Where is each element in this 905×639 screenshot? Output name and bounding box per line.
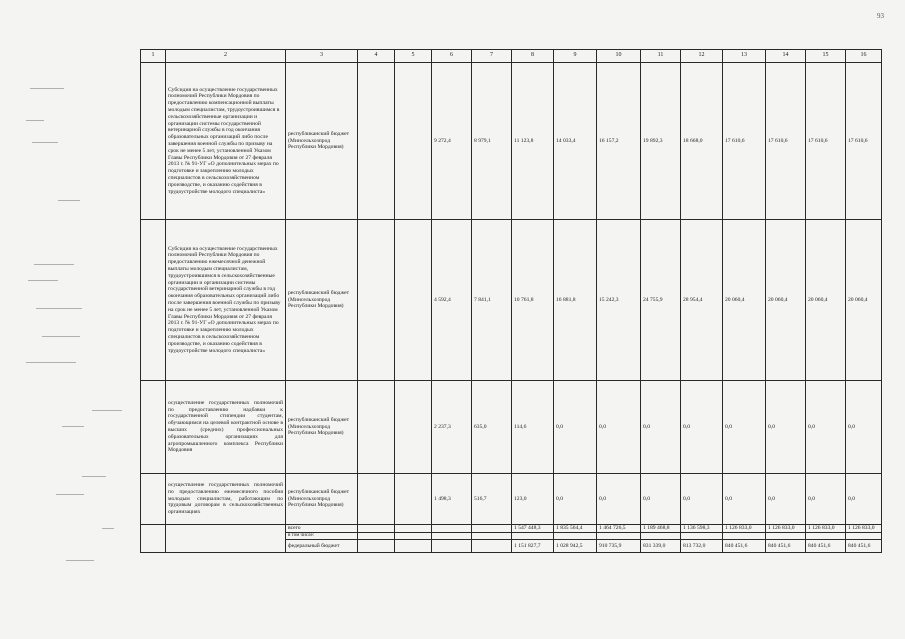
total-value: 1 464 726,5	[597, 525, 641, 533]
value-cell: 0,0	[641, 474, 681, 525]
row-description: осуществление государственных полномочий по предоставлению надбавки к государственной стипендии студентам, обучающимся на целевой контрактной основе в высших (средних) профессиональных образовательных организациях для агропромышленного комплекса Республики Мордовия	[166, 381, 286, 474]
value-cell: 16 881,8	[554, 220, 597, 381]
value-cell: 114,6	[512, 381, 554, 474]
value-cell: 8 979,1	[472, 63, 512, 220]
value-cell: 0,0	[597, 381, 641, 474]
federal-value: 1 028 942,5	[554, 540, 597, 553]
value-cell: 10 761,8	[512, 220, 554, 381]
row-description: Субсидия на осуществление государственных полномочий Республики Мордовия по предоставлению компенсационной выплаты молодым специалистам, трудоустроившимся в сельскохозяйственные организации и организации системы государственной ветеринарной службы в год окончания образовательных организаций либо после завершения военной службы по призыву на срок не менее 5 лет, установленной Указом Главы Республики Мордовия от 27 февраля 2013 г. № 91-УГ «О дополнительных мерах по подготовке и закреплению молодых специалистов в сельскохозяйственном производстве, и оказанию содействия в трудоустройстве молодого специалиста»	[166, 63, 286, 220]
column-header: 6	[432, 50, 472, 63]
funding-source: республиканский бюджет (Минсельхозпрод Республики Мордовия)	[286, 474, 358, 525]
value-cell: 0,0	[846, 381, 882, 474]
row-description: Субсидия на осуществление государственных полномочий Республики Мордовия по предоставлению ежемесячной денежной выплаты молодым специалистам, трудоустроившимся в сельскохозяйственные организации и организации системы государственной ветеринарной службы в год окончания образовательных организаций либо после завершения военной службы по призыву на срок не менее 5 лет, установленной Указом Главы Республики Мордовия от 27 февраля 2013 г. № 91-УГ «О дополнительных мерах по подготовке и закреплению молодых специалистов в сельскохозяйственном производстве, и оказанию содействия в трудоустройстве молодого специалиста»	[166, 220, 286, 381]
table-row	[141, 220, 882, 381]
value-cell: 2 237,3	[432, 381, 472, 474]
value-cell: 0,0	[723, 474, 766, 525]
column-header: 2	[166, 50, 286, 63]
value-cell: 0,0	[597, 474, 641, 525]
value-cell: 7 841,1	[472, 220, 512, 381]
value-cell: 20 060,4	[846, 220, 882, 381]
value-cell: 0,0	[846, 474, 882, 525]
value-cell: 0,0	[554, 474, 597, 525]
totals-row	[141, 525, 882, 533]
value-cell: 15 242,3	[597, 220, 641, 381]
value-cell: 17 610,6	[766, 63, 806, 220]
value-cell: 20 060,4	[806, 220, 846, 381]
including-label: в том числе:	[286, 533, 358, 540]
column-number-row	[141, 50, 882, 63]
column-header: 9	[554, 50, 597, 63]
column-header: 7	[472, 50, 512, 63]
value-cell: 0,0	[641, 381, 681, 474]
value-cell: 0,0	[554, 381, 597, 474]
value-cell: 28 954,4	[681, 220, 723, 381]
federal-value: 910 735,9	[597, 540, 641, 553]
total-value: 1 126 833,0	[723, 525, 766, 533]
federal-value: 813 732,0	[681, 540, 723, 553]
table-row	[141, 474, 882, 525]
federal-value: 840 451,6	[846, 540, 882, 553]
funding-source: республиканский бюджет (Минсельхозпрод Республики Мордовия)	[286, 220, 358, 381]
column-header: 14	[766, 50, 806, 63]
budget-table	[140, 49, 882, 553]
value-cell: 0,0	[806, 381, 846, 474]
column-header: 15	[806, 50, 846, 63]
table-row	[141, 63, 882, 220]
column-header: 3	[286, 50, 358, 63]
value-cell: 0,0	[681, 474, 723, 525]
value-cell: 516,7	[472, 474, 512, 525]
value-cell: 14 033,4	[554, 63, 597, 220]
value-cell: 20 060,4	[766, 220, 806, 381]
page-number: 93	[877, 12, 884, 20]
federal-label: федеральный бюджет	[286, 540, 358, 553]
value-cell: 17 610,6	[806, 63, 846, 220]
value-cell: 16 157,2	[597, 63, 641, 220]
value-cell: 0,0	[806, 474, 846, 525]
table-row	[141, 381, 882, 474]
value-cell: 635,0	[472, 381, 512, 474]
value-cell: 24 755,9	[641, 220, 681, 381]
total-value: 1 189 468,8	[641, 525, 681, 533]
federal-value: 1 151 827,7	[512, 540, 554, 553]
column-header: 8	[512, 50, 554, 63]
value-cell: 20 060,4	[723, 220, 766, 381]
value-cell: 4 592,4	[432, 220, 472, 381]
federal-value: 840 451,6	[723, 540, 766, 553]
federal-value: 840 451,6	[806, 540, 846, 553]
column-header: 10	[597, 50, 641, 63]
value-cell: 0,0	[766, 381, 806, 474]
column-header: 1	[141, 50, 166, 63]
column-header: 16	[846, 50, 882, 63]
federal-value: 831 339,0	[641, 540, 681, 553]
value-cell: 0,0	[723, 381, 766, 474]
total-value: 1 136 598,3	[681, 525, 723, 533]
column-header: 12	[681, 50, 723, 63]
total-value: 1 126 833,0	[806, 525, 846, 533]
column-header: 5	[395, 50, 432, 63]
row-description: осуществление государственных полномочий по предоставлению ежемесячного пособия молодым специалистам, работающим по трудовым договорам в сельскохозяйственных организациях	[166, 474, 286, 525]
column-header: 4	[358, 50, 395, 63]
totals-label: всего	[286, 525, 358, 533]
total-value: 1 835 564,4	[554, 525, 597, 533]
value-cell: 17 610,6	[723, 63, 766, 220]
value-cell: 0,0	[681, 381, 723, 474]
federal-value: 840 451,6	[766, 540, 806, 553]
value-cell: 19 892,3	[641, 63, 681, 220]
column-header: 13	[723, 50, 766, 63]
value-cell: 11 123,8	[512, 63, 554, 220]
total-value: 1 126 833,0	[766, 525, 806, 533]
scan-artifacts	[22, 80, 140, 580]
funding-source: республиканский бюджет (Минсельхозпрод Республики Мордовия)	[286, 63, 358, 220]
funding-source: республиканский бюджет (Минсельхозпрод Республики Мордовия)	[286, 381, 358, 474]
total-value: 1 547 448,3	[512, 525, 554, 533]
value-cell: 17 610,6	[846, 63, 882, 220]
column-header: 11	[641, 50, 681, 63]
value-cell: 9 272,4	[432, 63, 472, 220]
total-value: 1 126 833,0	[846, 525, 882, 533]
value-cell: 18 668,0	[681, 63, 723, 220]
value-cell: 0,0	[766, 474, 806, 525]
value-cell: 1 498,3	[432, 474, 472, 525]
value-cell: 123,0	[512, 474, 554, 525]
